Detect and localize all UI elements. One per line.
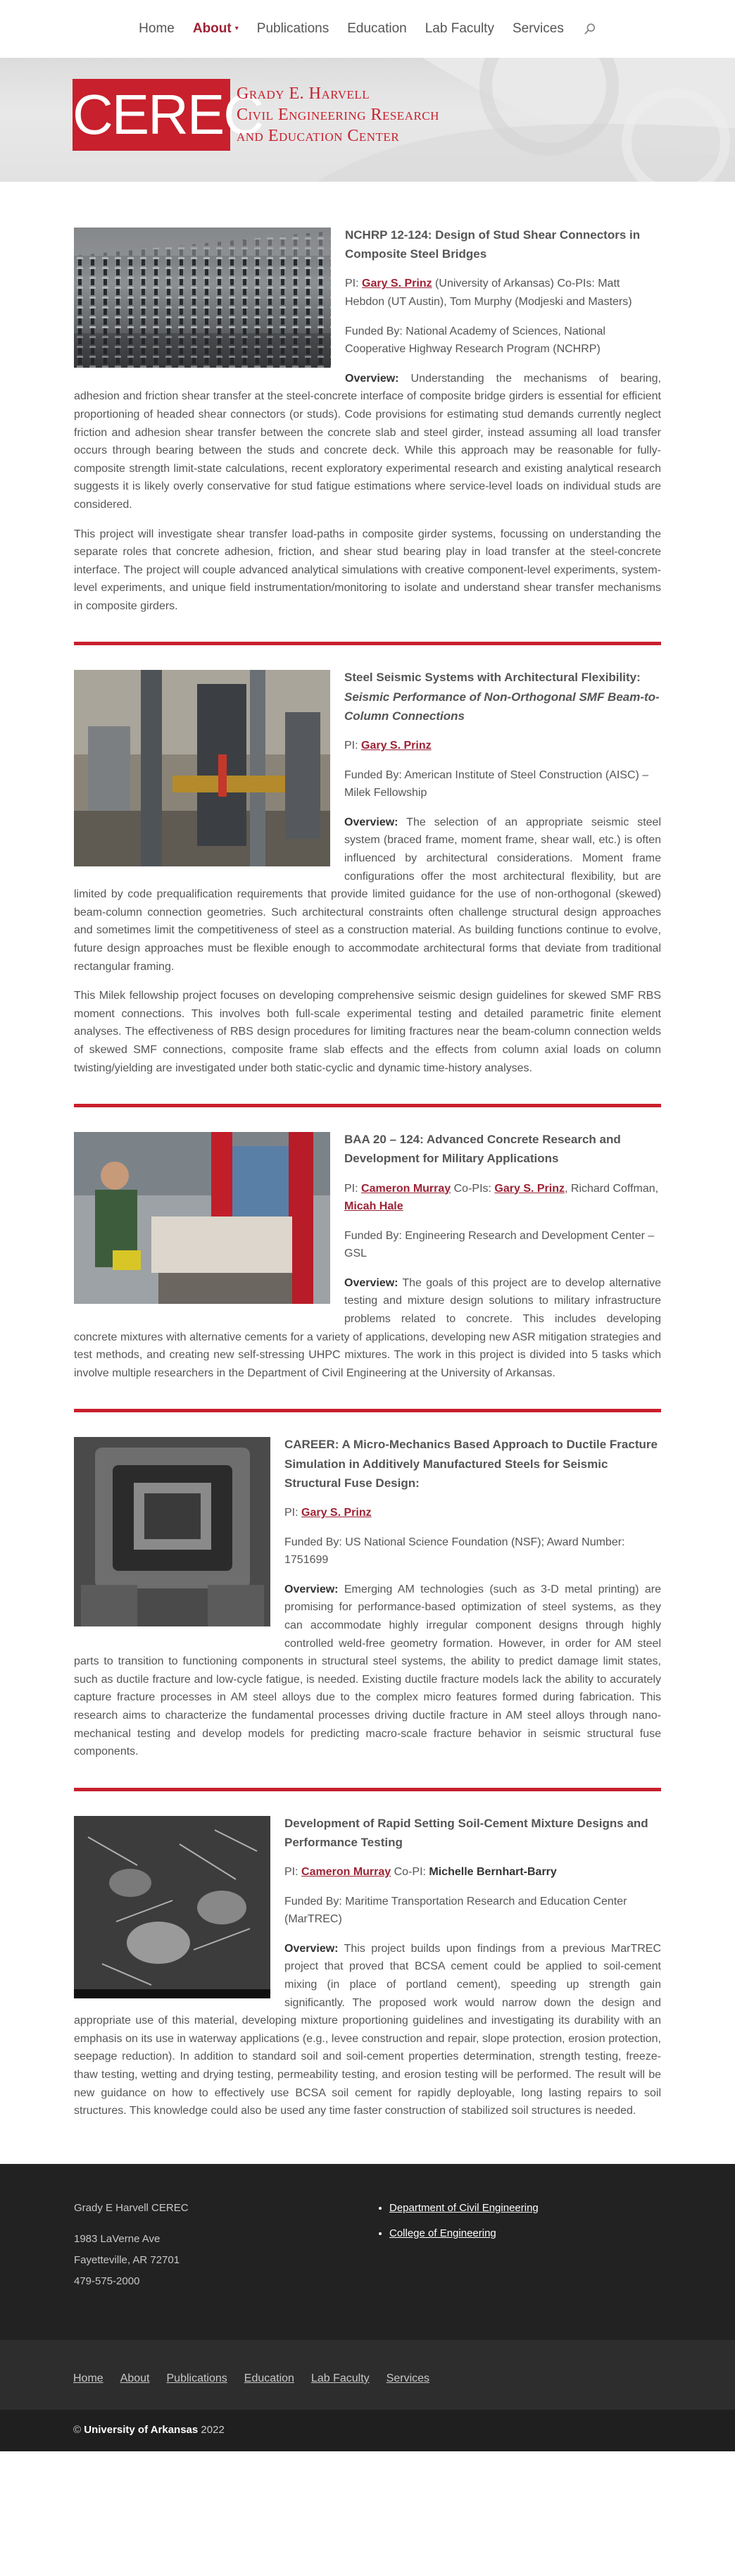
project-title: Development of Rapid Setting Soil-Cement Mixture Designs and Performance Testing — [284, 1816, 648, 1849]
pi-link-cameron-murray[interactable]: Cameron Murray — [301, 1866, 391, 1879]
logo-wordmark: Grady E. Harvell Civil Engineering Research and Education Center — [237, 85, 439, 145]
section-divider — [74, 642, 661, 645]
nav-item-education[interactable]: Education — [347, 20, 407, 36]
steel-lab-photo — [74, 670, 330, 866]
section-divider — [74, 1409, 661, 1412]
nav-item-about[interactable]: About ▾ — [192, 20, 239, 36]
project-investigators: PI: Cameron Murray Co-PI: Michelle Bernhart-Barry — [284, 1866, 557, 1879]
project-martrec — [74, 1814, 661, 2132]
footer-link-item — [389, 2198, 539, 2219]
am-steel-sem-photo — [74, 1437, 270, 1626]
footer-phone: 479-575-2000 — [74, 2275, 140, 2287]
header-banner — [0, 58, 735, 182]
project-title: NCHRP 12-124: Design of Stud Shear Connectors in Composite Steel Bridges — [345, 228, 641, 261]
cerec-logo[interactable] — [73, 79, 439, 151]
project-title: CAREER: A Micro-Mechanics Based Approach to Ductile Fracture Simulation in Additively Manufactured Steels for Seismic Structural Fuse Design: — [284, 1438, 658, 1490]
link-civil-engineering[interactable]: Department of Civil Engineering — [389, 2201, 539, 2214]
project-investigators: PI: Gary S. Prinz — [284, 1507, 372, 1519]
nav-item-lab-faculty[interactable]: Lab Faculty — [425, 20, 494, 36]
search-icon — [584, 23, 596, 35]
footer-links — [375, 2198, 539, 2340]
project-title: BAA 20 – 124: Advanced Concrete Research and Development for Military Applications — [344, 1133, 621, 1166]
project-overview: Overview: This project builds upon findings from a previous MarTREC project that proved that BCSA cement could be applied to soil-cement mixing (in place of portland cement), speeding up strength gain significantly. The proposed work would narrow down the design and appropriate use of this material, developing mixture proportioning guidelines and investigating its durability with an emphasis on its use in waterway applications (e.g., levee construction and repair, slope protection, erosion protection, seepage reduction). In addition to standard soil and soil-cement properties determination, strength testing, freeze-thaw testing, wetting and drying testing, permeability testing, and erosion testing will be performed. The result will be new guidance on how to effectively use BCSA soil cement for rapidly deployable, long lasting repairs to soil structures. This knowledge could also be used any time faster construction of stabilized soil structures is needed. — [74, 1942, 661, 2117]
project-milek — [74, 668, 661, 1088]
footer-contact — [74, 2198, 375, 2340]
logo-mark: CEREC — [73, 79, 230, 151]
project-title: Steel Seismic Systems with Architectural Flexibility: Seismic Performance of Non-Orthogonal SMF Beam-to-Column Connections — [344, 671, 660, 723]
footer-nav-lab-faculty[interactable]: Lab Faculty — [310, 2372, 370, 2384]
pi-link-gary-prinz[interactable]: Gary S. Prinz — [361, 740, 432, 752]
project-funding: Funded By: US National Science Foundation (NSF); Award Number: 1751699 — [284, 1536, 625, 1567]
project-funding: Funded By: American Institute of Steel Construction (AISC) – Milek Fellowship — [344, 769, 649, 799]
pi-link-cameron-murray[interactable]: Cameron Murray — [361, 1182, 451, 1195]
project-funding: Funded By: Engineering Research and Development Center – GSL — [344, 1229, 655, 1260]
nav-menu — [130, 18, 605, 39]
copi-link-gary-prinz[interactable]: Gary S. Prinz — [494, 1182, 565, 1195]
project-baa — [74, 1130, 661, 1393]
link-college-of-engineering[interactable]: College of Engineering — [389, 2227, 496, 2239]
project-investigators: PI: Gary S. Prinz (University of Arkansas) Co-PIs: Matt Hebdon (UT Austin), Tom Murphy (Modjeski and Masters) — [345, 278, 632, 308]
project-nchrp — [74, 225, 661, 626]
soil-cement-sem-photo — [74, 1816, 270, 1998]
footer-widgets — [0, 2164, 735, 2340]
search-button[interactable] — [573, 23, 605, 35]
site-footer — [0, 2164, 735, 2451]
footer-nav-education[interactable]: Education — [244, 2372, 294, 2384]
footer-org-name: Grady E Harvell CEREC — [74, 2201, 189, 2214]
top-navigation — [0, 0, 735, 58]
project-funding: Funded By: Maritime Transportation Research and Education Center (MarTREC) — [284, 1895, 627, 1926]
pi-link-gary-prinz[interactable]: Gary S. Prinz — [362, 278, 432, 290]
footer-navigation — [0, 2340, 735, 2410]
project-investigators: PI: Gary S. Prinz — [344, 740, 432, 752]
nav-item-publications[interactable]: Publications — [256, 20, 329, 36]
chevron-down-icon: ▾ — [234, 24, 239, 32]
shear-studs-photo — [74, 228, 331, 368]
footer-nav-publications[interactable]: Publications — [166, 2372, 227, 2384]
nav-item-home[interactable]: Home — [139, 20, 175, 36]
project-image-concrete-test — [74, 1132, 330, 1304]
section-divider — [74, 1104, 661, 1107]
project-overview: Overview: Understanding the mechanisms of bearing, adhesion and friction shear transfer at the steel-concrete interface of composite bridge girders is essential for efficient proportioning of headed shear connectors (or studs). Code provisions for estimating stud demands currently neglect friction and adhesion shear transfer between the concrete slab and steel girder, instead assuming all load transfer occurs through bearing between the studs and concrete deck. While this approach may be reasonable for fully-composite strength limit-state calculations, recent exploratory experimental research and existing analytical research suggests it is likely overly conservative for stud fatigue estimations where service-level loads on individual studs are considered. — [74, 372, 661, 511]
footer-nav-services[interactable]: Services — [386, 2372, 430, 2384]
footer-street: 1983 LaVerne Ave — [74, 2232, 161, 2245]
projects-content — [74, 182, 661, 2164]
project-overview: Overview: The goals of this project are to develop alternative testing and mixture design solutions to military infrastructure problems related to concrete. This includes developing concrete mixtures with alternative cements for a variety of applications, developing new ASR mitigation strategies and test methods, and creating new self-stressing UHPC mixtures. The work in this project is divided into 5 tasks which involve multiple researchers in the Department of Civil Engineering at the University of Arkansas. — [74, 1276, 661, 1379]
project-image-sem-specimen — [74, 1437, 270, 1626]
concrete-test-photo — [74, 1132, 330, 1304]
project-investigators: PI: Cameron Murray Co-PIs: Gary S. Prinz, Richard Coffman, Micah Hale — [344, 1182, 659, 1213]
section-divider — [74, 1788, 661, 1791]
copi-name: Michelle Bernhart-Barry — [429, 1866, 557, 1879]
project-description: This project will investigate shear transfer load-paths in composite girder systems, focussing on understanding the separate roles that concrete adhesion, friction, and shear stud bearing play in load transfer at the steel-concrete interface. The project will couple advanced analytical simulations with creative component-level experiments, system-level experiments, and unique field instrumentation/monitoring to isolate and understand shear transfer mechanisms in composite girders. — [74, 528, 661, 612]
project-image-shear-studs — [74, 228, 331, 368]
project-overview: Overview: Emerging AM technologies (such as 3-D metal printing) are promising for performance-based optimization of steel systems, as they can accommodate highly irregular component designs through highly controlled weld-free geometry formation. However, in order for AM steel parts to transition to functioning components in structural steel systems, the ability to predict damage limit states, such as ductile fracture and low-cycle fatigue, is needed. Existing ductile fracture models lack the ability to accurately capture fracture processes in AM steel alloys due to the complex micro features formed during fabrication. This research aims to characterize the fundamental processes driving ductile fracture in AM steel alloys through nano-mechanical testing and develop models for predicting macro-scale fracture behavior in seismic structural fuse components. — [74, 1583, 661, 1758]
footer-link-item — [389, 2223, 539, 2244]
project-image-soil-cement-sem — [74, 1816, 270, 1998]
footer-nav-about[interactable]: About — [120, 2372, 150, 2384]
nav-item-services[interactable]: Services — [512, 20, 564, 36]
project-description: This Milek fellowship project focuses on developing comprehensive seismic design guidelines for skewed SMF RBS moment connections. This involves both full-scale experimental testing and detailed parametric finite element analyses. The effectiveness of RBS design procedures for limiting fractures near the beam-column connection welds of skewed SMF connections, composite frame slab effects and the effects from column axial loads on column twisting/yielding are investigated under both static-cyclic and dynamic time-history analyses. — [74, 990, 661, 1074]
project-funding: Funded By: National Academy of Sciences, National Cooperative Highway Research Program (NCHRP) — [345, 325, 605, 356]
footer-city: Fayetteville, AR 72701 — [74, 2253, 180, 2266]
footer-nav-home[interactable]: Home — [73, 2372, 103, 2384]
project-career — [74, 1435, 661, 1772]
project-overview: Overview: The selection of an appropriate seismic steel system (braced frame, moment frame, shear wall, etc.) is often influenced by architectural considerations. Moment frame configurations offer the most architectural flexibility, but are limited by code prequalification requirements that provide limited guidance for the use of non-orthogonal (skewed) beam-column connection geometries. Such architectural constraints often challenge structural design approaches and sometimes limit the competitiveness of steel as a construction material. As building functions continue to evolve, future design approaches must be flexible enough to accommodate architectural forms that deviate from traditional rectangular framing. — [74, 816, 661, 973]
pi-link-gary-prinz[interactable]: Gary S. Prinz — [301, 1507, 372, 1519]
copi-link-micah-hale[interactable]: Micah Hale — [344, 1200, 403, 1213]
project-image-seismic-lab — [74, 670, 330, 866]
copyright: © University of Arkansas 2022 — [0, 2410, 735, 2451]
